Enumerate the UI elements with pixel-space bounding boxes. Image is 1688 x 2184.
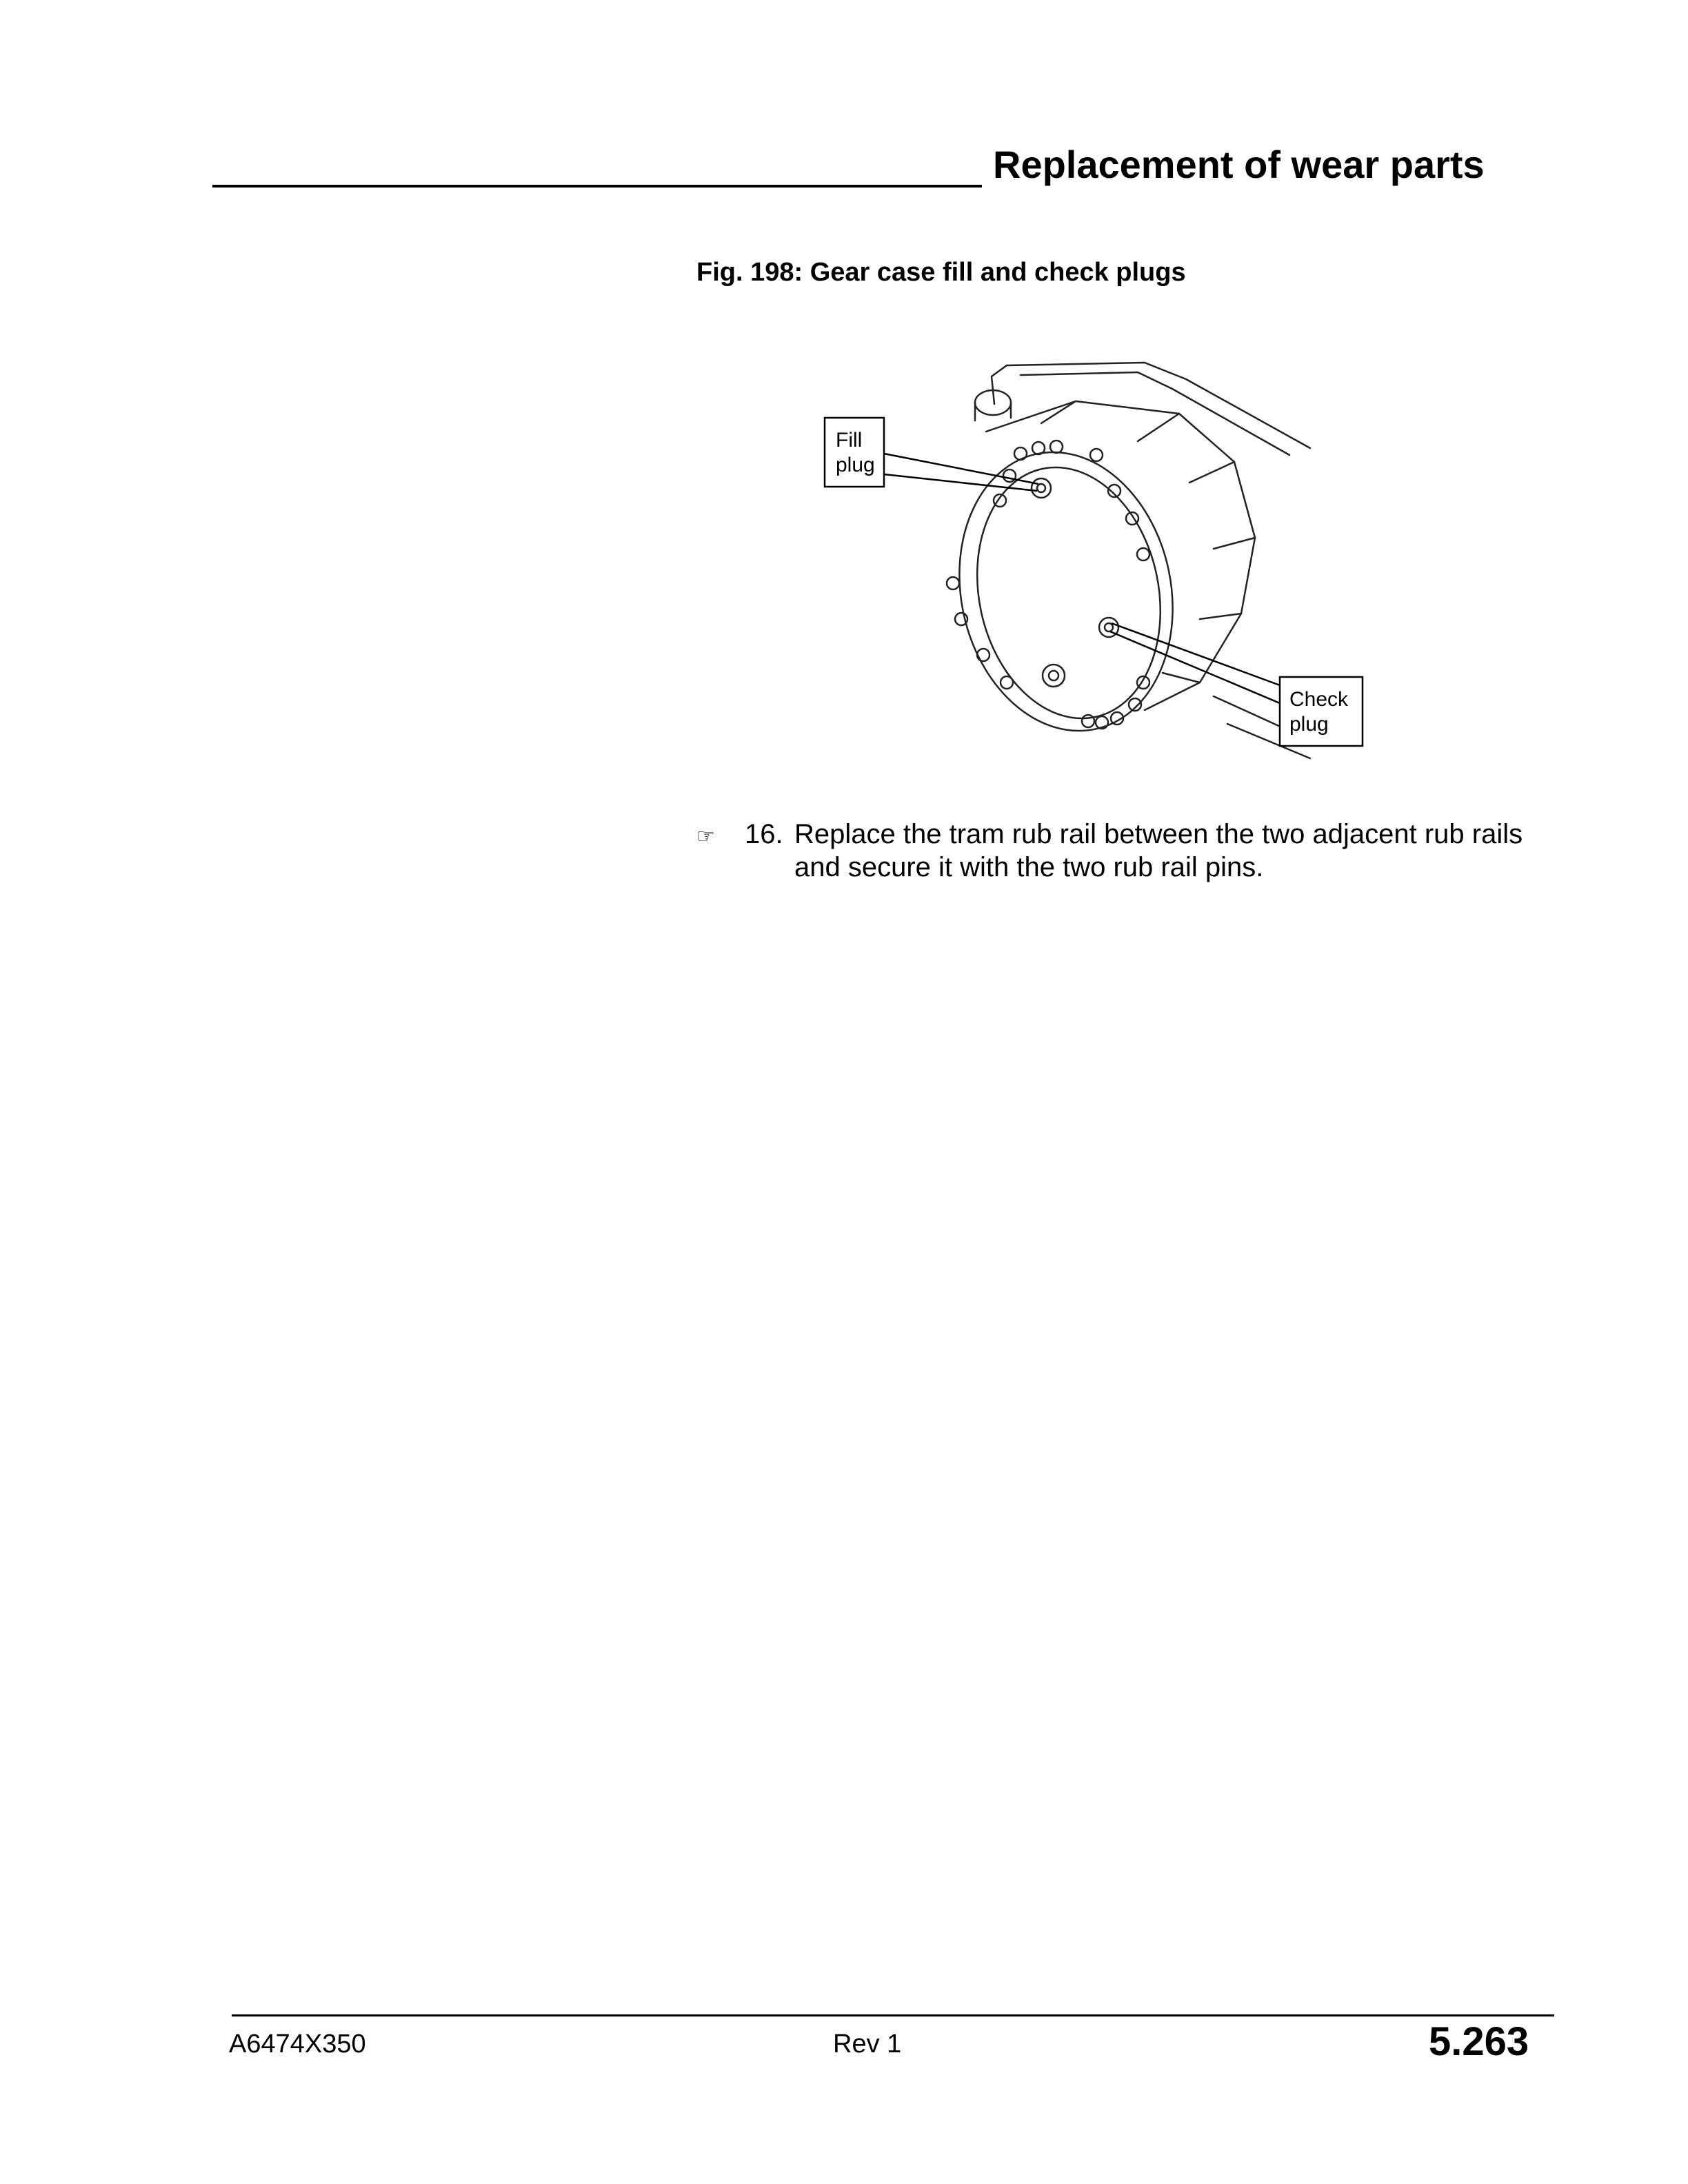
housing-outline bbox=[986, 401, 1255, 710]
drain-plug bbox=[1043, 665, 1065, 687]
fill-plug-callout-box bbox=[825, 418, 884, 487]
footer-rule bbox=[232, 2014, 1554, 2016]
check-plug-label-line2: plug bbox=[1289, 713, 1329, 736]
gear-case-drawing bbox=[814, 338, 1379, 807]
frame-top-edge bbox=[1007, 363, 1310, 448]
step-number: 16. bbox=[745, 819, 783, 849]
check-plug-callout-box bbox=[1280, 677, 1363, 746]
gear-case-figure bbox=[814, 338, 1379, 807]
page-number: 5.263 bbox=[1429, 2019, 1529, 2064]
check-plug-label-line1: Check bbox=[1289, 688, 1349, 711]
frame-bottom-inner bbox=[1214, 696, 1289, 731]
step-text: Replace the tram rub rail between the two adjacent rub rails and secure it with the two rub rail pins. bbox=[794, 819, 1523, 882]
figure-caption: Fig. 198: Gear case fill and check plugs bbox=[696, 258, 1186, 287]
frame-left-edge bbox=[992, 365, 1007, 404]
revision: Rev 1 bbox=[833, 2030, 902, 2059]
pointing-hand-icon: ☞ bbox=[696, 825, 715, 848]
header-rule bbox=[212, 185, 982, 188]
document-id: A6474X350 bbox=[229, 2030, 366, 2059]
section-title: Replacement of wear parts bbox=[993, 143, 1485, 186]
fill-plug-label-line2: plug bbox=[836, 454, 875, 476]
fill-plug-label-line1: Fill bbox=[836, 429, 863, 452]
fill-plug bbox=[1032, 478, 1051, 498]
